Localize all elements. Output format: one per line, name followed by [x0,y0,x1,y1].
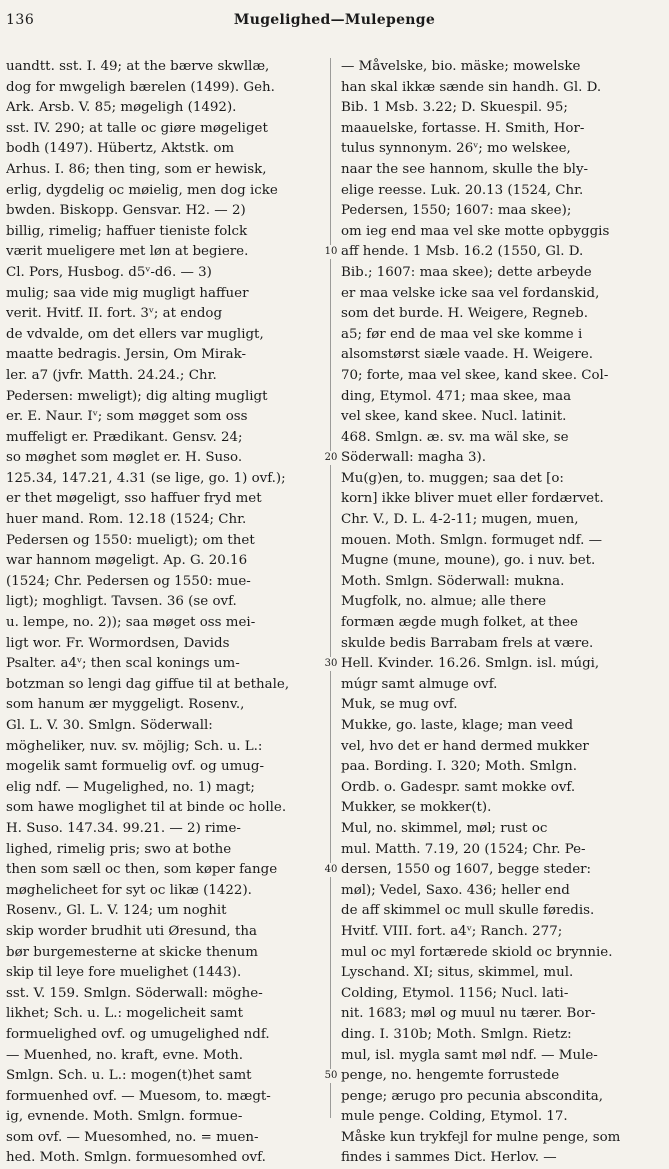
text-line: de vdvalde, om det ellers var mugligt, [6,326,264,342]
text-line: hed. Moth. Smlgn. formuesomhed ovf. [6,1150,266,1166]
text-line: mul oc myl fortærede skiold oc brynnie. [341,944,613,960]
text-line: mul, isl. mygla samt møl ndf. — Mule- [341,1047,598,1063]
text-line: findes i sammes Dict. Herlov. — [341,1150,557,1166]
text-line: Cl. Pors, Husbog. d5ᵛ-d6. — 3) [6,264,212,280]
text-line: Psalter. a4ᵛ; then scal konings um- [6,656,240,672]
text-line: som hanum ær myggeligt. Rosenv., [6,697,245,713]
page-header [6,2,663,46]
line-number: 20 [322,451,340,465]
text-line: ligt wor. Fr. Wormordsen, Davids [6,635,230,651]
text-line: uandtt. sst. I. 49; at the bærve skwllæ, [6,59,270,74]
text-line: múgr samt almuge ovf. [341,676,498,692]
text-line: om ieg end maa vel ske motte opbyggis [341,223,610,239]
text-line: — Måvelske, bio. mäske; mowelske [341,59,581,74]
text-line: Bib. 1 Msb. 3.22; D. Skuespil. 95; [341,100,568,116]
text-line: so møghet som møglet er. H. Suso. [6,450,243,466]
text-line: mul. Matth. 7.19, 20 (1524; Chr. Pe- [341,841,586,857]
text-line: korn] ikke bliver muet eller fordærvet. [341,491,604,507]
page-number: 136 [6,12,35,28]
line-number: 10 [322,245,340,259]
text-line: skip worder brudhit uti Øresund, tha [6,923,257,939]
text-line: ding. I. 310b; Moth. Smlgn. Rietz: [341,1026,572,1042]
text-line: muffeligt er. Prædikant. Gensv. 24; [6,429,243,445]
text-line: naar the see hannom, skulle the bly- [341,161,589,177]
text-line: Ark. Arsb. V. 85; møgeligh (1492). [6,100,237,116]
text-line: huer mand. Rom. 12.18 (1524; Chr. [6,512,247,528]
text-line: mögheliker, nuv. sv. möjlig; Sch. u. L.: [6,738,263,754]
text-line: værit mueligere met løn at begiere. [6,244,249,260]
text-line: billig, rimelig; haffuer tieniste folck [6,223,248,239]
text-line: Pedersen, 1550; 1607: maa skee); [341,203,572,219]
text-line: Rosenv., Gl. L. V. 124; um noghit [6,903,227,919]
text-line: mulig; saa vide mig mugligt haffuer [6,285,249,301]
text-line: som ovf. — Muesomhed, no. = muen- [6,1129,259,1145]
left-column [6,57,320,1169]
text-line: maauelske, fortasse. H. Smith, Hor- [341,120,585,136]
text-line: Mukke, go. laste, klage; man veed [341,718,574,733]
text-line: de aff skimmel oc mull skulle føredis. [341,903,595,919]
text-line: han skal ikkæ sænde sin handh. Gl. D. [341,79,602,95]
right-column [341,57,655,1169]
text-line: skulde bedis Barrabam frels at være. [341,635,594,651]
text-line: vel, hvo det er hand dermed mukker [341,738,589,754]
text-line: tulus synnonym. 26ᵛ; mo welskee, [341,141,571,157]
text-line: Colding, Etymol. 1156; Nucl. lati- [341,985,569,1001]
text-line: 70; forte, maa vel skee, kand skee. Col- [341,367,609,383]
text-line: Pedersen og 1550: mueligt); om thet [6,532,255,548]
running-head: Mugelighed—Mulepenge [233,12,436,28]
text-line: Muk, se mug ovf. [341,697,458,713]
text-line: penge; ærugo pro pecunia abscondita, [341,1088,604,1104]
text-line: er. E. Naur. Iᵛ; som møgget som oss [6,409,248,425]
text-line: dersen, 1550 og 1607, begge steder: [341,862,592,878]
text-line: Chr. V., D. L. 4-2-11; mugen, muen, [341,512,579,528]
text-line: Mugne (mune, moune), go. i nuv. bet. [341,553,596,569]
text-line: møl); Vedel, Saxo. 436; heller end [341,882,570,898]
text-line: likhet; Sch. u. L.: mogelicheit samt [6,1006,243,1022]
text-line: som det burde. H. Weigere, Regneb. [341,306,588,322]
text-line: u. lempe, no. 2)); saa møget oss mei- [6,615,256,631]
text-line: Arhus. I. 86; then ting, som er hewisk, [6,161,267,177]
text-line: H. Suso. 147.34. 99.21. — 2) rime- [6,820,241,836]
text-line: Ordb. o. Gadespr. samt mokke ovf. [341,779,576,795]
text-line: Måske kun trykfejl for mulne penge, som [341,1129,621,1145]
text-line: mouen. Moth. Smlgn. formuget ndf. — [341,532,603,548]
text-line: bwden. Biskopp. Gensvar. H2. — 2) [6,203,246,219]
text-line: 125.34, 147.21, 4.31 (se lige, go. 1) ovf.); [6,470,286,486]
text-line: dog for mwgeligh bærelen (1499). Geh. [6,79,275,95]
text-line: er maa velske icke saa vel fordanskid, [341,285,600,301]
text-line: formuelighed ovf. og umugelighed ndf. [6,1026,270,1042]
text-line: lighed, rimelig pris; swo at bothe [6,841,232,857]
text-line: sst. IV. 290; at talle oc giøre møgeliget [6,120,268,136]
text-line: Mukker, se mokker(t). [341,800,492,816]
line-number: 30 [322,657,340,671]
text-line: bør burgemesterne at skicke thenum [6,944,258,960]
text-line: vel skee, kand skee. Nucl. latinit. [341,409,567,425]
text-line: mogelik samt formuelig ovf. og umug- [6,759,264,775]
text-line: møghelicheet for syt oc likæ (1422). [6,882,252,898]
text-line: som hawe moglighet til at binde oc holle. [6,800,287,816]
text-line: bodh (1497). Hübertz, Aktstk. om [6,141,235,157]
text-line: Lyschand. XI; situs, skimmel, mul. [341,965,574,981]
text-line: penge, no. hengemte forrustede [341,1068,560,1084]
text-line: 468. Smlgn. æ. sv. ma wäl ske, se [341,429,569,445]
text-line: botzman so lengi dag giffue til at bethale, [6,676,290,692]
text-line: then som sæll oc then, som køper fange [6,862,278,878]
text-line: Hell. Kvinder. 16.26. Smlgn. isl. múgi, [341,656,600,672]
text-line: ig, evnende. Moth. Smlgn. formue- [6,1109,243,1125]
text-line: a5; før end de maa vel ske komme i [341,326,583,342]
text-line: nit. 1683; møl og muul nu tærer. Bor- [341,1006,596,1022]
text-line: Hvitf. VIII. fort. a4ᵛ; Ranch. 277; [341,923,563,939]
text-line: verit. Hvitf. II. fort. 3ᵛ; at endog [6,306,223,322]
text-line: elig ndf. — Mugelighed, no. 1) magt; [6,779,255,795]
text-line: Mu(g)en, to. muggen; saa det [o: [341,470,564,486]
text-line: Bib.; 1607: maa skee); dette arbeyde [341,264,592,280]
text-line: aff hende. 1 Msb. 16.2 (1550, Gl. D. [341,244,584,260]
text-line: erlig, dygdelig oc møielig, men dog icke [6,182,278,198]
text-line: Gl. L. V. 30. Smlgn. Söderwall: [6,718,213,733]
text-line: alsomstørst siæle vaade. H. Weigere. [341,347,594,363]
text-line: Smlgn. Sch. u. L.: mogen(t)het samt [6,1068,252,1084]
line-number: 50 [322,1069,340,1083]
text-line: Mul, no. skimmel, møl; rust oc [341,820,548,836]
text-line: skip til leye fore muelighet (1443). [6,965,242,981]
text-line: ligt); moghligt. Tavsen. 36 (se ovf. [6,594,237,610]
text-line: maatte bedragis. Jersin, Om Mirak- [6,347,246,363]
text-line: ding, Etymol. 471; maa skee, maa [341,388,572,404]
text-line: sst. V. 159. Smlgn. Söderwall: möghe- [6,985,263,1001]
text-line: (1524; Chr. Pedersen og 1550: mue- [6,573,251,589]
text-line: er thet møgeligt, sso haffuer fryd met [6,491,262,507]
text-line: Moth. Smlgn. Söderwall: mukna. [341,573,565,589]
text-line: Pedersen: mweligt); dig alting mugligt [6,388,268,404]
text-line: Söderwall: magha 3). [341,450,487,466]
text-line: mule penge. Colding, Etymol. 17. [341,1109,568,1125]
text-line: Mugfolk, no. almue; alle there [341,594,547,610]
column-divider [330,58,331,1118]
text-line: formæn ægde mugh folket, at thee [341,615,578,631]
text-line: paa. Bording. I. 320; Moth. Smlgn. [341,759,577,775]
text-line: ler. a7 (jvfr. Matth. 24.24.; Chr. [6,367,217,383]
text-line: — Muenhed, no. kraft, evne. Moth. [6,1047,244,1063]
line-number: 40 [322,863,340,877]
text-line: formuenhed ovf. — Muesom, to. mægt- [6,1088,271,1104]
text-line: war hannom møgeligt. Ap. G. 20.16 [6,553,248,569]
text-line: elige reesse. Luk. 20.13 (1524, Chr. [341,182,584,198]
